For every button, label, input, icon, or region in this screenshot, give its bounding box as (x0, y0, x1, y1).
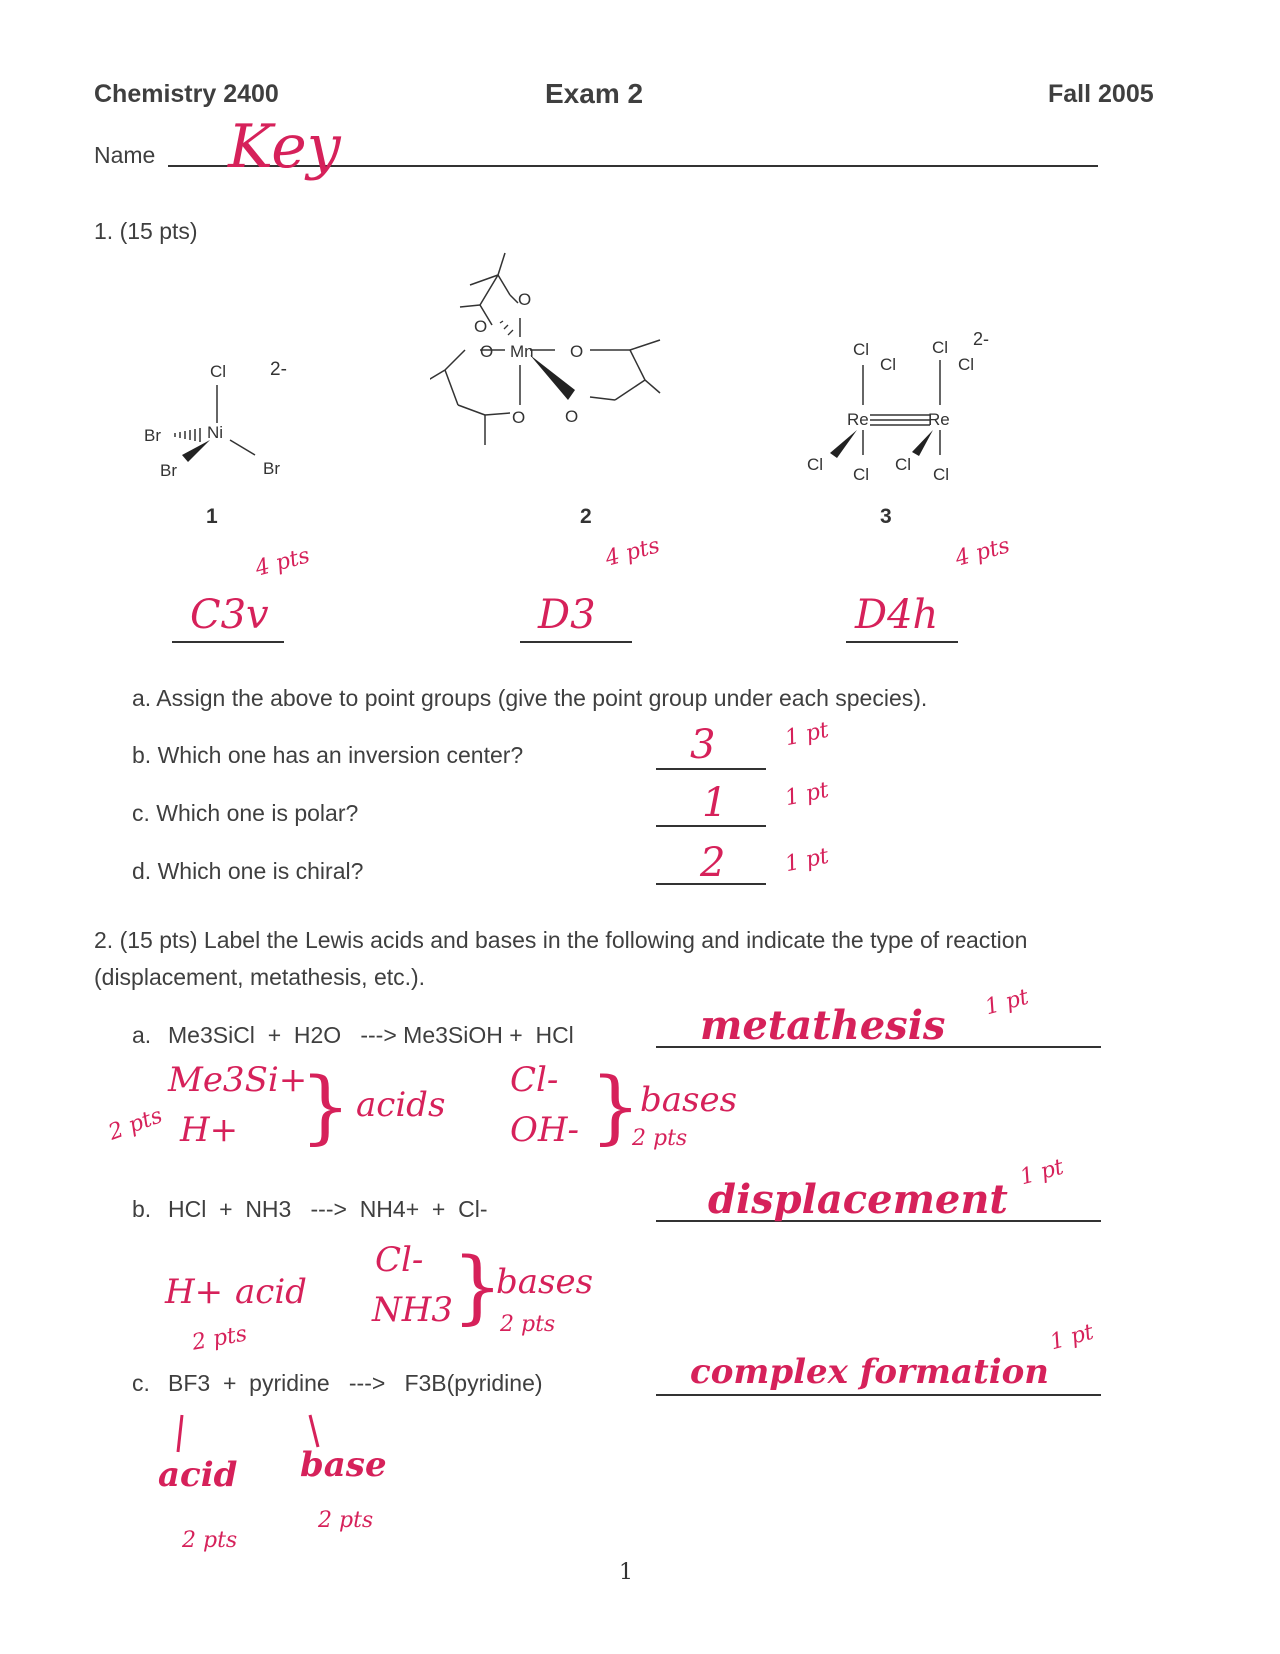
q1b-points: 1 pt (782, 717, 832, 752)
atom-br: Br (160, 461, 177, 480)
q2b-acid-1: H+ (165, 1272, 224, 1312)
q2a-base-2: OH- (510, 1110, 580, 1150)
q2c-answer-line (656, 1394, 1101, 1396)
q1c-points: 1 pt (782, 777, 832, 812)
q2b-base-2: NH3 (372, 1290, 454, 1330)
atom-ni: Ni (207, 423, 224, 442)
atom-cl: Cl (933, 465, 950, 484)
q1b-answer: 3 (690, 722, 716, 768)
atom-o: O (518, 290, 532, 309)
q2a-reaction: Me3SiCl + H2O ---> Me3SiOH + HCl (168, 1022, 574, 1048)
name-label: Name (94, 142, 156, 168)
atom-o: O (512, 408, 526, 427)
atom-cl: Cl (880, 355, 897, 374)
structure-2-number: 2 (580, 505, 592, 528)
q2a-base-points: 2 pts (632, 1126, 688, 1151)
atom-cl: Cl (210, 362, 227, 381)
atom-cl: Cl (895, 455, 912, 474)
atom-o: O (474, 317, 488, 336)
point-group-1: C3v (190, 592, 269, 638)
q2b-base-1: Cl- (375, 1240, 424, 1280)
atom-cl: Cl (853, 465, 870, 484)
structure-1-number: 1 (206, 505, 218, 528)
q1b-answer-line (656, 768, 766, 770)
atom-o: O (570, 342, 584, 361)
atom-o: O (565, 407, 579, 426)
q1c-text: c. Which one is polar? (132, 800, 359, 826)
q2b-label: b. (132, 1196, 152, 1222)
q2c-acid-label: acid (158, 1455, 238, 1495)
q2a-answer: metathesis (700, 1002, 946, 1049)
q2c-answer: complex formation (690, 1352, 1050, 1392)
q1a-text: a. Assign the above to point groups (give the point group under each species). (132, 685, 928, 711)
atom-cl: Cl (932, 338, 949, 357)
q2a-acid-points: 2 pts (105, 1103, 166, 1146)
q2c-acid-points: 2 pts (182, 1528, 238, 1553)
q2c-reaction: BF3 + pyridine ---> F3B(pyridine) (168, 1370, 543, 1396)
q2b-base-points: 2 pts (500, 1312, 556, 1337)
atom-br: Br (144, 426, 161, 445)
q1d-answer: 2 (700, 840, 726, 886)
atom-mn: Mn (510, 342, 534, 361)
q2a-base-1: Cl- (510, 1060, 559, 1100)
structure-3-number: 3 (880, 505, 892, 528)
name-answer: Key (228, 112, 341, 182)
q1b-text: b. Which one has an inversion center? (132, 742, 524, 768)
q2c-points: 1 pt (1047, 1319, 1097, 1356)
atom-cl: Cl (958, 355, 975, 374)
point-group-2: D3 (538, 592, 596, 638)
q2b-acid-points: 2 pts (190, 1321, 249, 1356)
q1-heading: 1. (15 pts) (94, 218, 198, 244)
q2b-points: 1 pt (1017, 1154, 1067, 1191)
atom-cl: Cl (807, 455, 824, 474)
answer-line-3 (846, 641, 958, 643)
q2b-acid-label: acid (235, 1272, 307, 1312)
q2a-label: a. (132, 1022, 152, 1048)
points-2: 4 pts (602, 533, 663, 572)
atom-cl: Cl (853, 340, 870, 359)
points-3: 4 pts (952, 533, 1013, 572)
structure-1-diagram (130, 355, 310, 535)
page-number: 1 (619, 1560, 633, 1585)
atom-o: O (480, 342, 494, 361)
structure-3-diagram (795, 325, 1015, 535)
term-label: Fall 2005 (1048, 80, 1154, 108)
q2b-answer: displacement (708, 1176, 1008, 1223)
points-1: 4 pts (252, 543, 313, 582)
q2a-acid-label: acids (356, 1085, 446, 1125)
q2c-base-label: base (300, 1445, 387, 1485)
structure-3-charge: 2- (973, 329, 990, 349)
q2a-acid-1: Me3Si+ (168, 1060, 308, 1100)
course-title: Chemistry 2400 (94, 80, 279, 108)
q2c-label: c. (132, 1370, 150, 1396)
answer-line-1 (172, 641, 284, 643)
structure-1-charge: 2- (270, 359, 287, 380)
q2b-base-label: bases (496, 1262, 594, 1302)
q2a-acid-2: H+ (180, 1110, 239, 1150)
q1d-text: d. Which one is chiral? (132, 858, 364, 884)
q2a-acid-brace: } (300, 1060, 351, 1153)
q2b-reaction: HCl + NH3 ---> NH4+ + Cl- (168, 1196, 488, 1222)
q2a-points: 1 pt (982, 984, 1032, 1021)
q2c-base-points: 2 pts (318, 1508, 374, 1533)
q2a-base-brace: } (590, 1060, 641, 1153)
atom-br: Br (263, 459, 280, 478)
answer-line-2 (520, 641, 632, 643)
atom-re: Re (928, 410, 950, 429)
q2-heading-line1: 2. (15 pts) Label the Lewis acids and bases in the following and indicate the type of reaction (94, 927, 1028, 953)
exam-title: Exam 2 (545, 78, 644, 109)
atom-re: Re (847, 410, 869, 429)
q1d-points: 1 pt (782, 843, 832, 878)
q2b-base-brace: } (452, 1240, 503, 1333)
point-group-3: D4h (855, 592, 939, 638)
q2-heading-line2: (displacement, metathesis, etc.). (94, 964, 426, 990)
structure-2-diagram (430, 245, 690, 535)
q2a-base-label: bases (640, 1080, 738, 1120)
q1c-answer: 1 (702, 780, 728, 826)
